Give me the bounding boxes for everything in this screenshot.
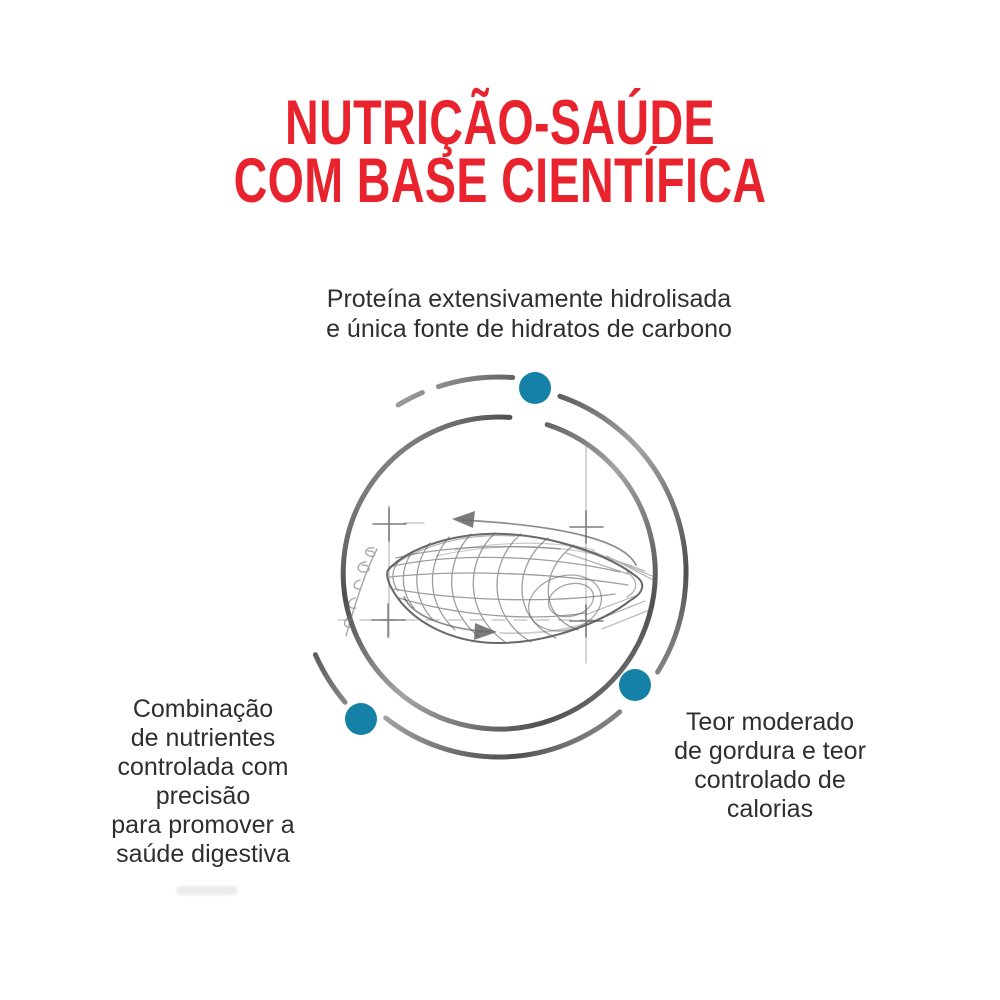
callout-line: controlado de: [694, 766, 846, 794]
callout-line: controlada com: [117, 753, 289, 781]
callout-line: e única fonte de hidratos de carbono: [326, 315, 732, 343]
orbit-markers: [345, 372, 651, 735]
callout-line: de nutrientes: [130, 724, 276, 752]
handwritten-notes: [345, 548, 377, 636]
callout-line: Combinação: [132, 695, 274, 723]
callout-line: saúde digestiva: [116, 840, 290, 868]
arrowheads: [452, 511, 497, 640]
outer-arc-bottom: [386, 712, 620, 757]
callout-line: de gordura e teor: [674, 737, 866, 765]
teal-dot-top: [519, 372, 551, 404]
smudge-mark: [176, 886, 238, 895]
teal-dot-bottom-right: [619, 669, 651, 701]
outer-arc-top-left: [438, 377, 512, 387]
outer-arc-top-left: [398, 393, 422, 405]
callout-line: Proteína extensivamente hidrolisada: [326, 285, 732, 313]
outer-arc-left-stub: [315, 655, 345, 703]
callout-line: calorias: [726, 795, 814, 823]
arrowhead-left-icon: [452, 511, 475, 528]
callout-line: Teor moderado: [685, 708, 855, 736]
callout-line: precisão: [155, 782, 251, 810]
kibble-sketch: [338, 441, 657, 663]
title-line-2: COM BASE CIENTÍFICA: [233, 146, 767, 216]
title-line-1: NUTRIÇÃO-SAÚDE: [285, 88, 715, 158]
teal-dot-bottom-left: [345, 703, 377, 735]
callout-line: para promover a: [111, 811, 295, 839]
